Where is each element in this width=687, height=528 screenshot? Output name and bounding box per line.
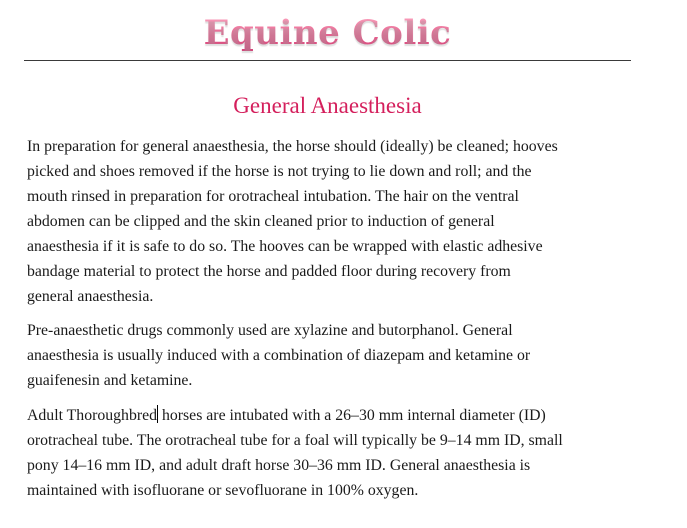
text-line: general anaesthesia. xyxy=(27,288,154,305)
text-line: In preparation for general anaesthesia, the horse should (ideally) be cleaned; hooves xyxy=(27,138,558,155)
text-line xyxy=(27,403,632,428)
text-after-cursor: horses are intubated with a 26–30 mm internal diameter (ID) xyxy=(158,407,546,424)
document-title: Equine Colic xyxy=(24,12,631,54)
text-line: pony 14–16 mm ID, and adult draft horse 30–36 mm ID. General anaesthesia is xyxy=(27,457,531,474)
text-before-cursor: Adult Thoroughbred xyxy=(27,407,158,424)
text-line: Pre-anaesthetic drugs commonly used are xylazine and butorphanol. General xyxy=(27,322,513,339)
document-header xyxy=(24,10,631,61)
text-line: mouth rinsed in preparation for orotracheal intubation. The hair on the ventral xyxy=(27,188,519,205)
text-line: orotracheal tube. The orotracheal tube for a foal will typically be 9–14 mm ID, small xyxy=(27,432,563,449)
text-line: anaesthesia if it is safe to do so. The hooves can be wrapped with elastic adhesive xyxy=(27,238,543,255)
section-heading: General Anaesthesia xyxy=(233,93,422,118)
text-line: guaifenesin and ketamine. xyxy=(27,372,193,389)
paragraph-intubation[interactable] xyxy=(27,403,632,503)
text-line: abdomen can be clipped and the skin cleaned prior to induction of general xyxy=(27,213,495,230)
text-line: anaesthesia is usually induced with a combination of diazepam and ketamine or xyxy=(27,347,531,364)
text-line: picked and shoes removed if the horse is not trying to lie down and roll; and the xyxy=(27,163,532,180)
text-line: maintained with isofluorane or sevofluorane in 100% oxygen. xyxy=(27,482,419,499)
paragraph-pre-anaesthetic[interactable] xyxy=(27,318,632,393)
text-line: bandage material to protect the horse and padded floor during recovery from xyxy=(27,263,511,280)
paragraph-preparation[interactable] xyxy=(27,134,632,309)
